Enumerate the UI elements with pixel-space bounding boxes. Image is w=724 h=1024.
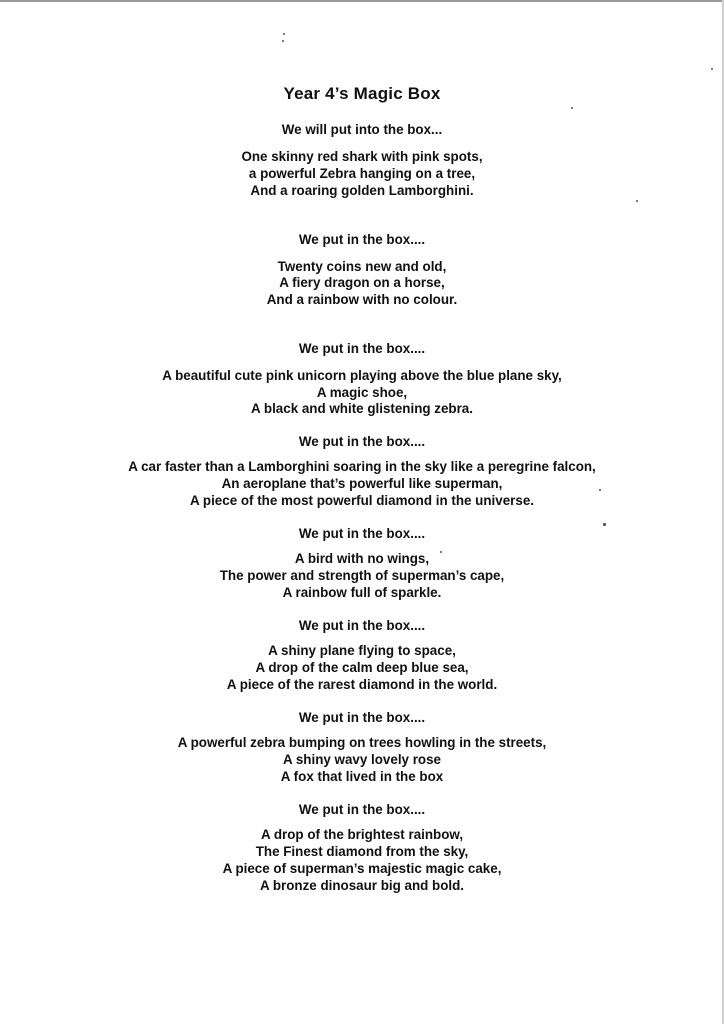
poem-line: And a roaring golden Lamborghini. — [250, 183, 474, 198]
refrain-line: We put in the box.... — [298, 526, 426, 541]
scan-speck — [282, 40, 284, 42]
poem-line: And a rainbow with no colour. — [266, 292, 458, 307]
poem-line: A black and white glistening zebra. — [251, 401, 473, 416]
refrain-line: We put in the box.... — [298, 434, 426, 449]
poem-line: A drop of the calm deep blue sea, — [255, 660, 469, 675]
poem-line: A beautiful cute pink unicorn playing above the blue plane sky, — [162, 368, 562, 383]
poem-line: A piece of the most powerful diamond in the universe. — [190, 493, 534, 508]
poem-line: The Finest diamond from the sky, — [255, 844, 469, 859]
poem-line: A bird with no wings, — [294, 551, 430, 566]
poem-line: A fiery dragon on a horse, — [279, 275, 445, 290]
poem-line: A car faster than a Lamborghini soaring in the sky like a peregrine falcon, — [128, 459, 596, 474]
poem-line: A magic shoe, — [316, 385, 408, 400]
refrain-line: We put in the box.... — [298, 341, 426, 356]
poem-line: A piece of the rarest diamond in the world. — [226, 677, 498, 692]
poem-line: A rainbow full of sparkle. — [282, 585, 442, 600]
poem-line: A bronze dinosaur big and bold. — [259, 878, 465, 893]
refrain-line: We put in the box.... — [298, 802, 426, 817]
poem-line: A shiny plane flying to space, — [268, 643, 456, 658]
refrain-line: We put in the box.... — [298, 618, 426, 633]
poem-line: a powerful Zebra hanging on a tree, — [248, 166, 476, 181]
scan-top-edge — [0, 0, 724, 2]
poem-line: Twenty coins new and old, — [277, 259, 447, 274]
poem-line: A piece of superman’s majestic magic cake, — [222, 861, 502, 876]
scan-speck — [711, 68, 713, 70]
scan-speck — [636, 200, 638, 202]
poem-line: A shiny wavy lovely rose — [282, 752, 442, 767]
poem-title: Year 4’s Magic Box — [283, 84, 441, 103]
refrain-line: We put in the box.... — [298, 710, 426, 725]
poem-line: An aeroplane that’s powerful like superman, — [221, 476, 503, 491]
poem-line: A fox that lived in the box — [280, 769, 444, 784]
intro-line: We will put into the box... — [281, 122, 443, 137]
scan-speck — [283, 33, 285, 35]
poem-line: One skinny red shark with pink spots, — [241, 149, 483, 164]
poem-line: A powerful zebra bumping on trees howling in the streets, — [177, 735, 547, 750]
refrain-line: We put in the box.... — [298, 232, 426, 247]
poem-line: The power and strength of superman’s cape, — [219, 568, 505, 583]
scan-speck — [571, 107, 573, 109]
poem-line: A drop of the brightest rainbow, — [260, 827, 464, 842]
